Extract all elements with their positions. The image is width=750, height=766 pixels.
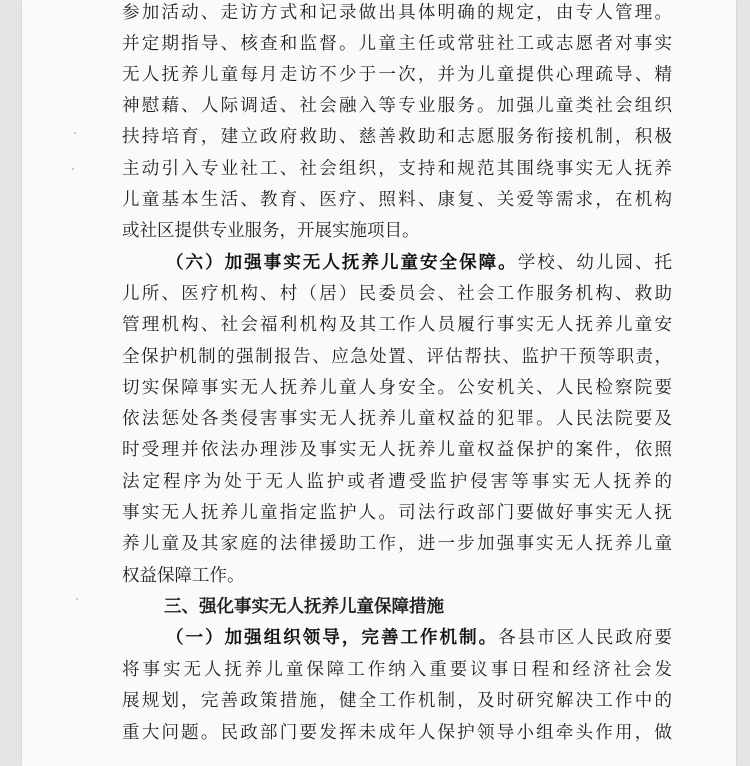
text-line: 权益保障工作。 xyxy=(122,566,245,586)
scan-speck xyxy=(72,168,74,170)
text-line: 儿所、医疗机构、村（居）民委员会、社会工作服务机构、救助 xyxy=(122,284,672,304)
document-page xyxy=(22,0,736,766)
text-line: 或社区提供专业服务，开展实施项目。 xyxy=(122,221,420,241)
text-line: 参加活动、走访方式和记录做出具体明确的规定，由专人管理。 xyxy=(122,3,672,23)
scan-speck xyxy=(76,598,78,600)
text-line: 养儿童及其家庭的法律援助工作，进一步加强事实无人抚养儿童 xyxy=(122,534,672,554)
text-line: 法定程序为处于无人监护或者遭受监护侵害等事实无人抚养的 xyxy=(122,472,672,492)
text-line: 重大问题。民政部门要发挥未成年人保护领导小组牵头作用，做 xyxy=(122,723,672,743)
text-line: 全保护机制的强制报告、应急处置、评估帮扶、监护干预等职责， xyxy=(122,347,672,367)
text-line: 切实保障事实无人抚养儿童人身安全。公安机关、人民检察院要 xyxy=(122,378,672,398)
scan-speck xyxy=(74,132,76,134)
text-line: 事实无人抚养儿童指定监护人。司法行政部门要做好事实无人抚 xyxy=(122,503,672,523)
text-line: 时受理并依法办理涉及事实无人抚养儿童权益保护的案件，依照 xyxy=(122,440,672,460)
text-line: 依法惩处各类侵害事实无人抚养儿童权益的犯罪。人民法院要及 xyxy=(122,409,672,429)
section-six-text: 学校、幼儿园、托 xyxy=(517,253,672,273)
section-one-first-line xyxy=(122,623,672,654)
text-line: 神慰藉、人际调适、社会融入等专业服务。加强儿童类社会组织 xyxy=(122,96,672,116)
text-line: 管理机构、社会福利机构及其工作人员履行事实无人抚养儿童安 xyxy=(122,315,672,335)
text-line: 将事实无人抚养儿童保障工作纳入重要议事日程和经济社会发 xyxy=(122,660,672,680)
text-line: 扶持培育，建立政府救助、慈善救助和志愿服务衔接机制，积极 xyxy=(122,127,672,147)
text-line: 展规划，完善政策措施，健全工作机制，及时研究解决工作中的 xyxy=(122,691,672,711)
text-line: 主动引入专业社工、社会组织，支持和规范其围绕事实无人抚养 xyxy=(122,159,672,179)
section-one-text: 各县市区人民政府要 xyxy=(498,628,673,648)
section-six-first-line xyxy=(122,248,672,279)
section-six-title: （六）加强事实无人抚养儿童安全保障。 xyxy=(166,253,518,273)
section-one-title: （一）加强组织领导，完善工作机制。 xyxy=(166,628,499,648)
text-line: 并定期指导、核查和监督。儿童主任或常驻社工或志愿者对事实 xyxy=(122,34,672,54)
section-heading: 三、强化事实无人抚养儿童保障措施 xyxy=(164,597,444,617)
text-line: 无人抚养儿童每月走访不少于一次，并为儿童提供心理疏导、精 xyxy=(122,65,672,85)
text-line: 儿童基本生活、教育、医疗、照料、康复、关爱等需求，在机构 xyxy=(122,190,672,210)
